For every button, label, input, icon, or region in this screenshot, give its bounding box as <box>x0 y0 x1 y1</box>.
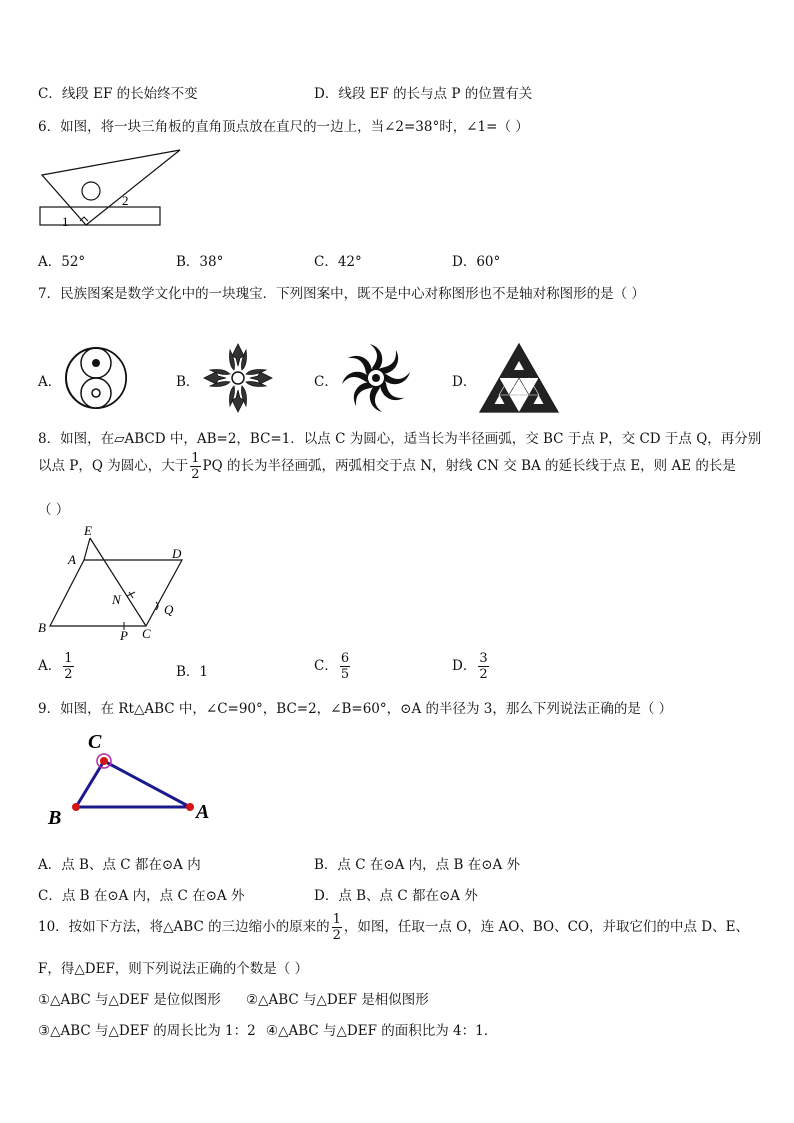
q8-option-d-fraction <box>478 652 488 681</box>
q10-statement-3: ③△ABC 与△DEF 的周长比为 1：2 <box>38 1023 256 1039</box>
q8-option-c-den: 5 <box>340 667 350 682</box>
q8-option-d-num: 3 <box>479 651 488 666</box>
q10-statement-2: ②△ABC 与△DEF 是相似图形 <box>246 992 429 1008</box>
ornamental-cross-icon <box>202 342 274 414</box>
q8-option-a-prefix: A． <box>38 658 62 674</box>
label-p: P <box>120 628 128 643</box>
q8-option-c <box>314 652 352 681</box>
set-square-hole <box>82 182 100 200</box>
q8-option-a-num: 1 <box>64 651 73 666</box>
q8-option-d <box>452 652 491 681</box>
q8-option-c-fraction <box>340 652 350 681</box>
label-d: D <box>172 546 182 561</box>
q10-stem-line2: F，得△DEF，则下列说法正确的个数是（ ） <box>38 961 309 977</box>
q10-stem-line1 <box>38 913 749 942</box>
q8-stem-line2-post: PQ 的长为半径画弧，两弧相交于点 N，射线 CN 交 BA 的延长线于点 E，则 AE 的长是 <box>202 458 736 474</box>
q5-option-d: D．线段 EF 的长与点 P 的位置有关 <box>314 86 533 102</box>
q8-fraction <box>190 452 200 481</box>
q9-triangle-figure <box>44 726 224 830</box>
q8-stem-line2-pre: 以点 P，Q 为圆心，大于 <box>38 458 189 474</box>
q9-option-b: B．点 C 在⊙A 内，点 B 在⊙A 外 <box>314 857 521 873</box>
label-b: B <box>48 807 62 829</box>
segment-ae <box>84 538 90 560</box>
q9-stem: 9．如图，在 Rt△ABC 中，∠C=90°，BC=2，∠B=60°，⊙A 的半径为 3，那么下列说法正确的是（ ） <box>38 701 673 717</box>
q7-stem: 7．民族图案是数学文化中的一块瑰宝．下列图案中，既不是中心对称图形也不是轴对称图形的是（ ） <box>38 286 645 302</box>
label-c: C <box>88 731 102 753</box>
q9-option-d: D．点 B、点 C 都在⊙A 外 <box>314 888 478 904</box>
label-a: A <box>68 552 76 567</box>
q9-option-c: C．点 B 在⊙A 内，点 C 在⊙A 外 <box>38 888 245 904</box>
q10-fraction-den: 2 <box>332 928 341 943</box>
q8-option-a-fraction <box>63 652 73 681</box>
label-n: N <box>112 592 121 607</box>
yin-yang-icon <box>64 346 128 410</box>
q8-stem-line3: （ ） <box>38 502 70 518</box>
q6-option-d: D．60° <box>452 254 501 270</box>
vertex-c-dot <box>100 757 108 765</box>
q6-option-b: B．38° <box>176 254 224 270</box>
q8-option-c-num: 6 <box>340 651 350 666</box>
angle-label-1: 1 <box>62 214 69 229</box>
q5-option-c: C．线段 EF 的长始终不变 <box>38 86 198 102</box>
label-q: Q <box>164 602 174 617</box>
q10-stem-post: ，如图，任取一点 O，连 AO、BO、CO，并取它们的中点 D、E、 <box>343 919 749 935</box>
vertex-a-dot <box>186 803 194 811</box>
q8-option-d-prefix: D． <box>452 658 477 674</box>
angle-label-2: 2 <box>122 193 129 208</box>
q10-statement-4: ④△ABC 与△DEF 的面积比为 4：1． <box>266 1023 498 1039</box>
q8-option-a-den: 2 <box>64 667 73 682</box>
q7-option-c: C． <box>314 374 338 390</box>
q6-option-c: C．42° <box>314 254 362 270</box>
label-e: E <box>84 523 92 538</box>
q8-fraction-num: 1 <box>191 451 200 466</box>
q8-option-d-den: 2 <box>479 667 488 682</box>
ruler-shape <box>40 207 160 225</box>
ray-cn <box>90 538 146 626</box>
q8-option-a <box>38 652 76 681</box>
q9-option-a: A．点 B、点 C 都在⊙A 内 <box>38 857 201 873</box>
q6-option-a: A．52° <box>38 254 86 270</box>
q10-fraction <box>332 913 342 942</box>
swirl-flower-icon <box>340 342 412 414</box>
q10-stem-pre: 10．按如下方法，将△ABC 的三边缩小的原来的 <box>38 919 330 935</box>
q10-statement-1: ①△ABC 与△DEF 是位似图形 <box>38 992 221 1008</box>
q8-stem-line1: 8．如图，在▱ABCD 中，AB=2，BC=1．以点 C 为圆心，适当长为半径画弧，交 BC 于点 P，交 CD 于点 Q，再分别 <box>38 431 762 447</box>
q7-option-a: A． <box>38 374 62 390</box>
q8-parallelogram-figure <box>36 522 196 644</box>
vertex-b-dot <box>72 803 80 811</box>
q6-stem: 6．如图，将一块三角板的直角顶点放在直尺的一边上，当∠2=38°时，∠1=（ ） <box>38 119 529 135</box>
label-c: C <box>142 626 151 641</box>
q10-fraction-num: 1 <box>332 912 341 927</box>
q7-option-d: D． <box>452 374 477 390</box>
triangle-abc <box>76 761 190 807</box>
label-b: B <box>38 620 46 635</box>
q8-fraction-den: 2 <box>191 467 200 482</box>
q8-stem-line2 <box>38 452 736 481</box>
label-a: A <box>196 801 210 823</box>
q8-option-c-prefix: C． <box>314 658 338 674</box>
q6-ruler-triangle-figure <box>36 145 186 235</box>
q8-option-b: B．1 <box>176 664 209 680</box>
sierpinski-triangle-icon <box>478 342 560 414</box>
q7-option-b: B． <box>176 374 200 390</box>
